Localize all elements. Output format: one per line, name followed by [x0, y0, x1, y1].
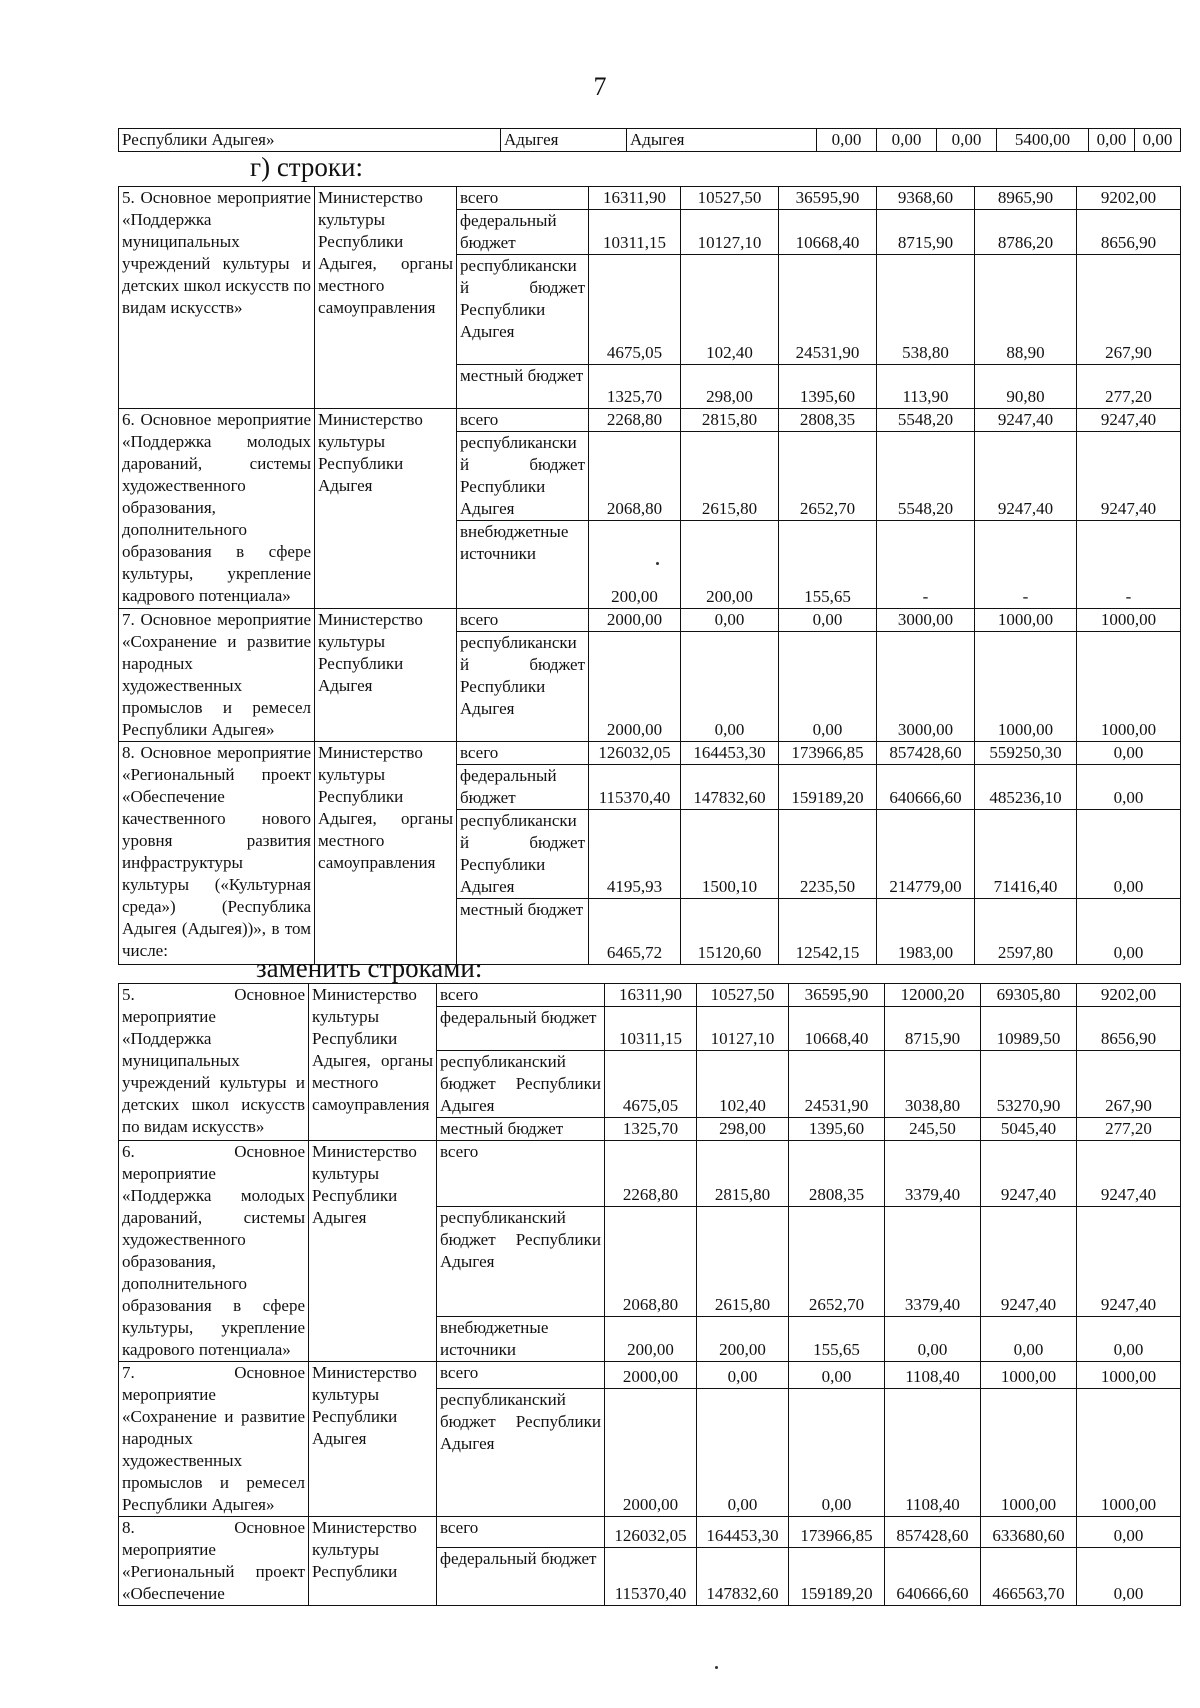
- strip-cell: 5400,00: [997, 129, 1089, 152]
- funding-source-cell: всего: [457, 409, 589, 432]
- amount-cell: 200,00: [589, 521, 681, 609]
- amount-cell: 9247,40: [1077, 409, 1181, 432]
- amount-cell: 9247,40: [975, 432, 1077, 521]
- amount-cell: 0,00: [1077, 1317, 1181, 1362]
- funding-source-cell: федеральный бюджет: [457, 765, 589, 810]
- strip-cell: 0,00: [877, 129, 937, 152]
- amount-cell: 147832,60: [681, 765, 779, 810]
- executor-cell: Министерство культуры Республики: [309, 1517, 437, 1606]
- amount-cell: 4195,93: [589, 810, 681, 899]
- amount-cell: 267,90: [1077, 255, 1181, 365]
- amount-cell: 466563,70: [981, 1547, 1077, 1605]
- amount-cell: 9247,40: [975, 409, 1077, 432]
- amount-cell: 0,00: [697, 1362, 789, 1389]
- measure-name-cell: 6. Основное мероприятие «Поддержка молодых дарований, системы художественного образования, дополнительного образования в сфере культуры, укрепление кадрового потенциала»: [119, 1141, 309, 1362]
- amount-cell: 88,90: [975, 255, 1077, 365]
- amount-cell: 12000,20: [885, 984, 981, 1007]
- executor-cell: Министерство культуры Республики Адыгея: [309, 1362, 437, 1517]
- amount-cell: 298,00: [697, 1118, 789, 1141]
- amount-cell: 5548,20: [877, 409, 975, 432]
- amount-cell: 0,00: [1077, 1517, 1181, 1548]
- measure-name-cell: 5. Основное мероприятие «Поддержка муниципальных учреждений культуры и детских школ искусств по видам искусств»: [119, 984, 309, 1141]
- amount-cell: 126032,05: [605, 1517, 697, 1548]
- amount-cell: 0,00: [779, 632, 877, 742]
- amount-cell: 277,20: [1077, 1118, 1181, 1141]
- funding-source-cell: республиканский бюджет Республики Адыгея: [437, 1388, 605, 1516]
- amount-cell: 245,50: [885, 1118, 981, 1141]
- amount-cell: 8715,90: [877, 210, 975, 255]
- table-row: [119, 1141, 1181, 1207]
- amount-cell: 485236,10: [975, 765, 1077, 810]
- amount-cell: 2815,80: [697, 1141, 789, 1207]
- amount-cell: 0,00: [789, 1362, 885, 1389]
- amount-cell: 8715,90: [885, 1007, 981, 1051]
- amount-cell: 1000,00: [981, 1388, 1077, 1516]
- amount-cell: 24531,90: [779, 255, 877, 365]
- amount-cell: 10311,15: [589, 210, 681, 255]
- amount-cell: 12542,15: [779, 899, 877, 965]
- amount-cell: 2615,80: [681, 432, 779, 521]
- amount-cell: 115370,40: [589, 765, 681, 810]
- executor-cell: Министерство культуры Республики Адыгея: [309, 1141, 437, 1362]
- amount-cell: 559250,30: [975, 742, 1077, 765]
- amount-cell: 640666,60: [877, 765, 975, 810]
- amount-cell: 9247,40: [981, 1141, 1077, 1207]
- amount-cell: 200,00: [605, 1317, 697, 1362]
- amount-cell: 69305,80: [981, 984, 1077, 1007]
- amount-cell: 200,00: [697, 1317, 789, 1362]
- amount-cell: 0,00: [681, 632, 779, 742]
- table-row: [119, 1517, 1181, 1548]
- table-row: [119, 187, 1181, 210]
- amount-cell: 4675,05: [605, 1051, 697, 1118]
- funding-source-cell: федеральный бюджет: [457, 210, 589, 255]
- amount-cell: 2808,35: [789, 1141, 885, 1207]
- amount-cell: 277,20: [1077, 365, 1181, 409]
- amount-cell: 1983,00: [877, 899, 975, 965]
- section-heading-rows: г) строки:: [250, 152, 363, 182]
- old-rows-table: [118, 186, 1181, 965]
- strip-cell: Адыгея: [627, 129, 817, 152]
- table-row: [119, 609, 1181, 632]
- amount-cell: 164453,30: [681, 742, 779, 765]
- amount-cell: 10989,50: [981, 1007, 1077, 1051]
- amount-cell: 9202,00: [1077, 187, 1181, 210]
- amount-cell: 9247,40: [1077, 1207, 1181, 1317]
- amount-cell: 3000,00: [877, 609, 975, 632]
- amount-cell: 10127,10: [697, 1007, 789, 1051]
- amount-cell: 0,00: [779, 609, 877, 632]
- amount-cell: -: [877, 521, 975, 609]
- strip-cell: 0,00: [817, 129, 877, 152]
- amount-cell: 3379,40: [885, 1141, 981, 1207]
- table-row: [119, 409, 1181, 432]
- amount-cell: 173966,85: [789, 1517, 885, 1548]
- amount-cell: 538,80: [877, 255, 975, 365]
- funding-source-cell: республиканский бюджет Республики Адыгея: [457, 632, 589, 742]
- amount-cell: 3038,80: [885, 1051, 981, 1118]
- funding-source-cell: всего: [437, 984, 605, 1007]
- new-rows-table: [118, 983, 1181, 1606]
- funding-source-cell: всего: [457, 609, 589, 632]
- funding-source-cell: всего: [437, 1362, 605, 1389]
- amount-cell: 2068,80: [605, 1207, 697, 1317]
- funding-source-cell: федеральный бюджет: [437, 1007, 605, 1051]
- funding-source-cell: всего: [437, 1141, 605, 1207]
- executor-cell: Министерство культуры Республики Адыгея, органы местного самоуправления: [315, 742, 457, 965]
- amount-cell: 159189,20: [779, 765, 877, 810]
- funding-source-cell: республиканский бюджет Республики Адыгея: [457, 255, 589, 365]
- amount-cell: 6465,72: [589, 899, 681, 965]
- funding-source-cell: республиканский бюджет Республики Адыгея: [437, 1207, 605, 1317]
- executor-cell: Министерство культуры Республики Адыгея, органы местного самоуправления: [315, 187, 457, 409]
- amount-cell: 15120,60: [681, 899, 779, 965]
- amount-cell: 9247,40: [1077, 1141, 1181, 1207]
- amount-cell: 10527,50: [697, 984, 789, 1007]
- amount-cell: 5045,40: [981, 1118, 1077, 1141]
- amount-cell: 9247,40: [981, 1207, 1077, 1317]
- strip-cell: Республики Адыгея»: [119, 129, 501, 152]
- page-number: 7: [593, 72, 607, 101]
- table-row: [119, 1362, 1181, 1389]
- amount-cell: 10127,10: [681, 210, 779, 255]
- amount-cell: 1500,10: [681, 810, 779, 899]
- amount-cell: 2808,35: [779, 409, 877, 432]
- funding-source-cell: местный бюджет: [457, 899, 589, 965]
- amount-cell: 2000,00: [605, 1388, 697, 1516]
- amount-cell: 8656,90: [1077, 1007, 1181, 1051]
- strip-cell: Адыгея: [501, 129, 627, 152]
- amount-cell: 1108,40: [885, 1388, 981, 1516]
- amount-cell: 8965,90: [975, 187, 1077, 210]
- executor-cell: Министерство культуры Республики Адыгея: [315, 409, 457, 609]
- amount-cell: 0,00: [789, 1388, 885, 1516]
- funding-source-cell: всего: [457, 187, 589, 210]
- amount-cell: 164453,30: [697, 1517, 789, 1548]
- amount-cell: 2000,00: [589, 632, 681, 742]
- amount-cell: 3000,00: [877, 632, 975, 742]
- amount-cell: 173966,85: [779, 742, 877, 765]
- table-row: [119, 984, 1181, 1007]
- amount-cell: 5548,20: [877, 432, 975, 521]
- measure-name-cell: 7. Основное мероприятие «Сохранение и развитие народных художественных промыслов и ремесел Республики Адыгея»: [119, 609, 315, 742]
- amount-cell: 0,00: [1077, 899, 1181, 965]
- amount-cell: 36595,90: [779, 187, 877, 210]
- amount-cell: 10311,15: [605, 1007, 697, 1051]
- amount-cell: 155,65: [779, 521, 877, 609]
- amount-cell: 147832,60: [697, 1547, 789, 1605]
- amount-cell: 3379,40: [885, 1207, 981, 1317]
- executor-cell: Министерство культуры Республики Адыгея, органы местного самоуправления: [309, 984, 437, 1141]
- amount-cell: 2068,80: [589, 432, 681, 521]
- amount-cell: 71416,40: [975, 810, 1077, 899]
- amount-cell: 200,00: [681, 521, 779, 609]
- executor-cell: Министерство культуры Республики Адыгея: [315, 609, 457, 742]
- amount-cell: 1000,00: [981, 1362, 1077, 1389]
- amount-cell: 1000,00: [1077, 1362, 1181, 1389]
- amount-cell: 36595,90: [789, 984, 885, 1007]
- amount-cell: 2000,00: [605, 1362, 697, 1389]
- amount-cell: 1000,00: [975, 609, 1077, 632]
- amount-cell: 102,40: [697, 1051, 789, 1118]
- strip-cell: 0,00: [1135, 129, 1181, 152]
- amount-cell: 0,00: [885, 1317, 981, 1362]
- funding-source-cell: местный бюджет: [437, 1118, 605, 1141]
- amount-cell: 2652,70: [789, 1207, 885, 1317]
- amount-cell: 8786,20: [975, 210, 1077, 255]
- measure-name-cell: 7. Основное мероприятие «Сохранение и развитие народных художественных промыслов и ремесел Республики Адыгея»: [119, 1362, 309, 1517]
- funding-source-cell: внебюджетные источники: [437, 1317, 605, 1362]
- amount-cell: -: [975, 521, 1077, 609]
- amount-cell: 155,65: [789, 1317, 885, 1362]
- amount-cell: 2815,80: [681, 409, 779, 432]
- amount-cell: 9247,40: [1077, 432, 1181, 521]
- amount-cell: 16311,90: [605, 984, 697, 1007]
- funding-source-cell: внебюджетные источники: [457, 521, 589, 609]
- amount-cell: 10527,50: [681, 187, 779, 210]
- amount-cell: 1108,40: [885, 1362, 981, 1389]
- amount-cell: 24531,90: [789, 1051, 885, 1118]
- amount-cell: 0,00: [981, 1317, 1077, 1362]
- scan-speck: [656, 562, 659, 565]
- amount-cell: 1395,60: [779, 365, 877, 409]
- measure-name-cell: 8. Основное мероприятие «Региональный проект «Обеспечение: [119, 1517, 309, 1606]
- funding-source-cell: местный бюджет: [457, 365, 589, 409]
- amount-cell: 857428,60: [885, 1517, 981, 1548]
- amount-cell: 1000,00: [975, 632, 1077, 742]
- amount-cell: 9202,00: [1077, 984, 1181, 1007]
- amount-cell: 857428,60: [877, 742, 975, 765]
- measure-name-cell: 5. Основное мероприятие «Поддержка муниципальных учреждений культуры и детских школ искусств по видам искусств»: [119, 187, 315, 409]
- top-strip-row: [118, 128, 1181, 152]
- amount-cell: 1325,70: [589, 365, 681, 409]
- amount-cell: 16311,90: [589, 187, 681, 210]
- amount-cell: 2652,70: [779, 432, 877, 521]
- amount-cell: 4675,05: [589, 255, 681, 365]
- amount-cell: 1000,00: [1077, 609, 1181, 632]
- amount-cell: 0,00: [1077, 810, 1181, 899]
- amount-cell: 2268,80: [589, 409, 681, 432]
- amount-cell: 102,40: [681, 255, 779, 365]
- funding-source-cell: республиканский бюджет Республики Адыгея: [437, 1051, 605, 1118]
- amount-cell: 2597,80: [975, 899, 1077, 965]
- amount-cell: 0,00: [1077, 765, 1181, 810]
- amount-cell: 90,80: [975, 365, 1077, 409]
- strip-cell: 0,00: [1089, 129, 1135, 152]
- amount-cell: 2235,50: [779, 810, 877, 899]
- amount-cell: 267,90: [1077, 1051, 1181, 1118]
- amount-cell: 1325,70: [605, 1118, 697, 1141]
- measure-name-cell: 6. Основное мероприятие «Поддержка молодых дарований, системы художественного образования, дополнительного образования в сфере культуры, укрепление кадрового потенциала»: [119, 409, 315, 609]
- amount-cell: 10668,40: [779, 210, 877, 255]
- amount-cell: 1395,60: [789, 1118, 885, 1141]
- amount-cell: 115370,40: [605, 1547, 697, 1605]
- amount-cell: 8656,90: [1077, 210, 1181, 255]
- amount-cell: -: [1077, 521, 1181, 609]
- table-row: [119, 742, 1181, 765]
- amount-cell: 10668,40: [789, 1007, 885, 1051]
- funding-source-cell: всего: [457, 742, 589, 765]
- section-heading-replace: заменить строками:: [256, 953, 483, 983]
- amount-cell: 640666,60: [885, 1547, 981, 1605]
- funding-source-cell: федеральный бюджет: [437, 1547, 605, 1605]
- amount-cell: 2615,80: [697, 1207, 789, 1317]
- funding-source-cell: республиканский бюджет Республики Адыгея: [457, 432, 589, 521]
- amount-cell: 1000,00: [1077, 1388, 1181, 1516]
- amount-cell: 53270,90: [981, 1051, 1077, 1118]
- amount-cell: 9368,60: [877, 187, 975, 210]
- strip-cell: 0,00: [937, 129, 997, 152]
- funding-source-cell: всего: [437, 1517, 605, 1548]
- amount-cell: 2000,00: [589, 609, 681, 632]
- scan-speck: [715, 1666, 718, 1669]
- amount-cell: 2268,80: [605, 1141, 697, 1207]
- amount-cell: 0,00: [1077, 742, 1181, 765]
- amount-cell: 0,00: [1077, 1547, 1181, 1605]
- amount-cell: 298,00: [681, 365, 779, 409]
- amount-cell: 113,90: [877, 365, 975, 409]
- funding-source-cell: республиканский бюджет Республики Адыгея: [457, 810, 589, 899]
- amount-cell: 126032,05: [589, 742, 681, 765]
- amount-cell: 0,00: [681, 609, 779, 632]
- amount-cell: 633680,60: [981, 1517, 1077, 1548]
- amount-cell: 1000,00: [1077, 632, 1181, 742]
- amount-cell: 159189,20: [789, 1547, 885, 1605]
- amount-cell: 214779,00: [877, 810, 975, 899]
- amount-cell: 0,00: [697, 1388, 789, 1516]
- measure-name-cell: 8. Основное мероприятие «Региональный проект «Обеспечение качественного нового уровня развития инфраструктуры культуры («Культурная среда») (Республика Адыгея (Адыгея))», в том числе:: [119, 742, 315, 965]
